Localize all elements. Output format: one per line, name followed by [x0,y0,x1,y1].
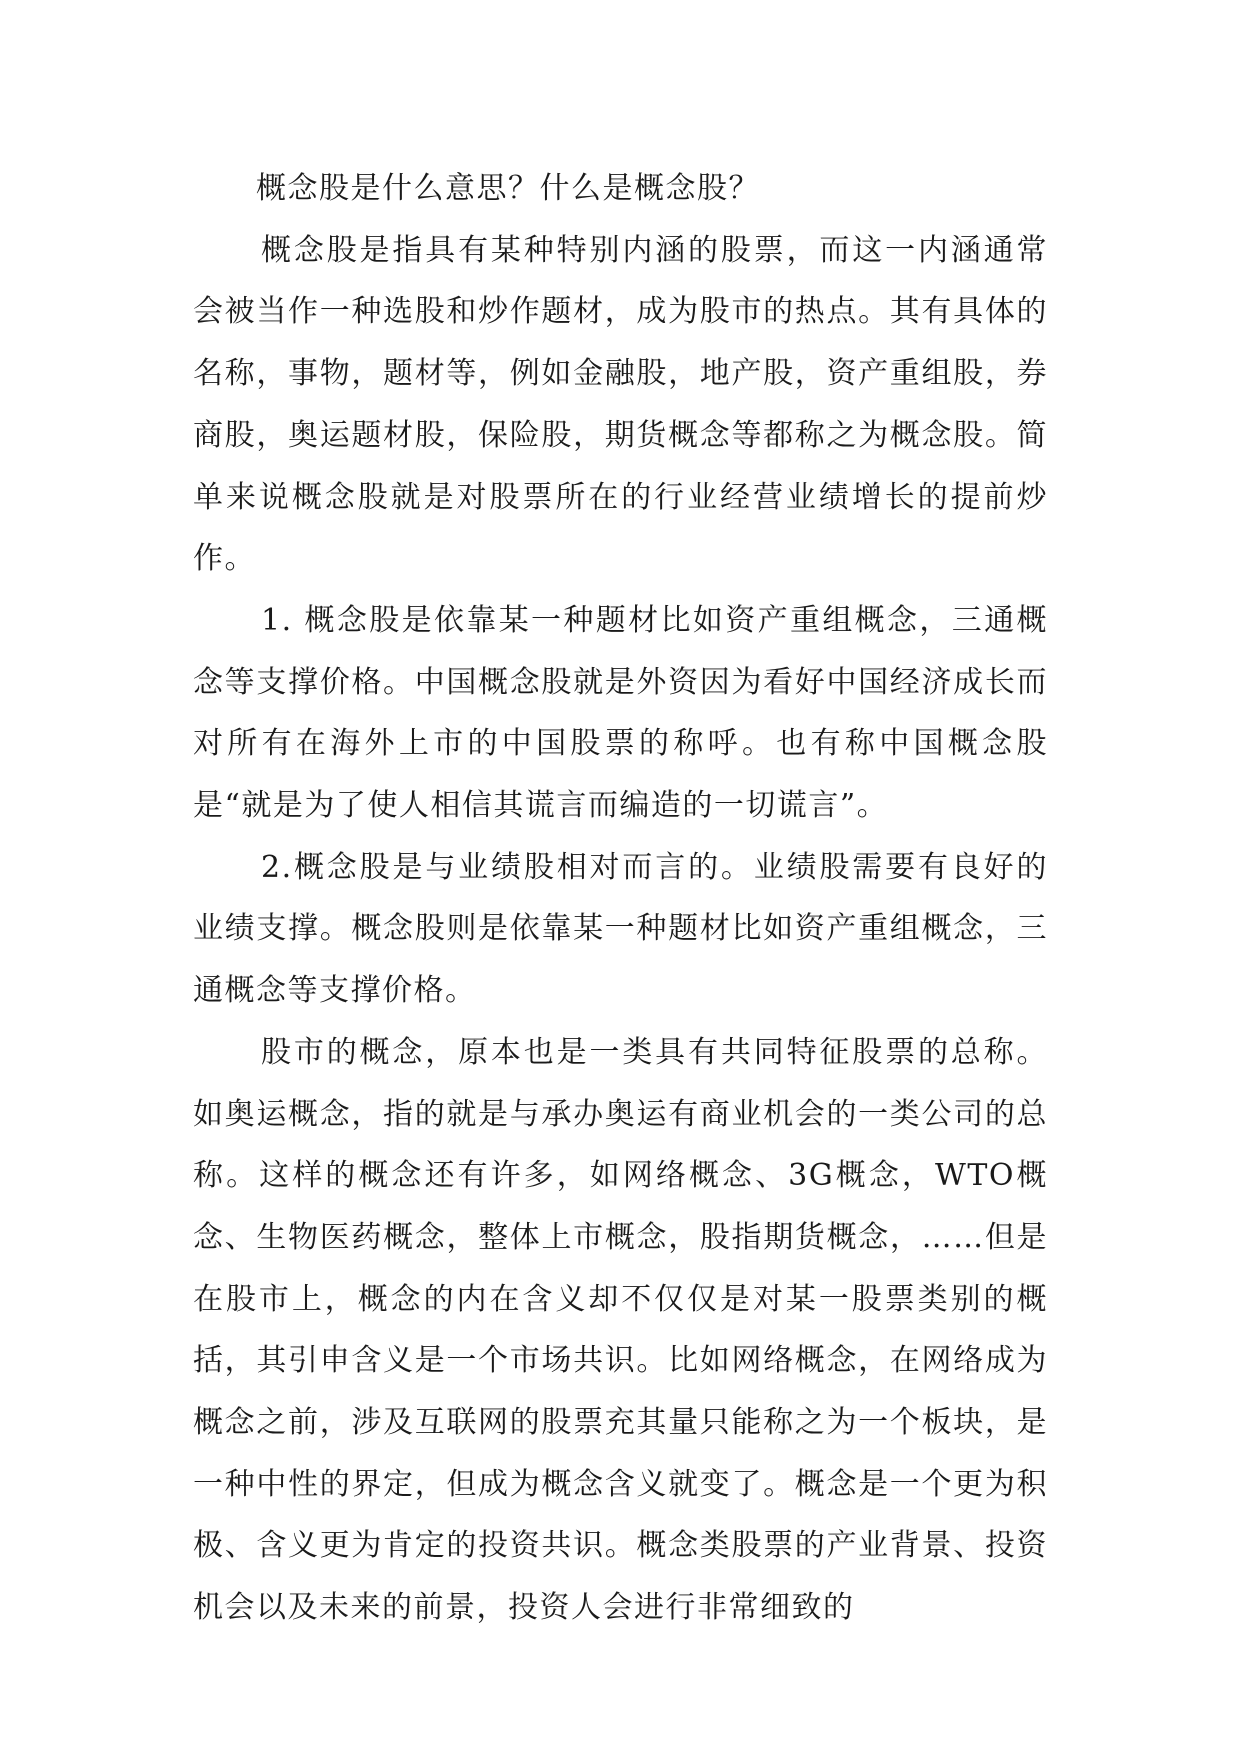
document-body [193,158,1048,1639]
paragraph-market-concept: 股市的概念，原本也是一类具有共同特征股票的总称。如奥运概念，指的就是与承办奥运有商业机会的一类公司的总称。这样的概念还有许多，如网络概念、3G概念，WTO概念、生物医药概念，整体上市概念，股指期货概念，……但是在股市上，概念的内在含义却不仅仅是对某一股票类别的概括，其引申含义是一个市场共识。比如网络概念，在网络成为概念之前，涉及互联网的股票充其量只能称之为一个板块，是一种中性的界定，但成为概念含义就变了。概念是一个更为积极、含义更为肯定的投资共识。概念类股票的产业背景、投资机会以及未来的前景，投资人会进行非常细致的 [193,1034,1048,1626]
paragraph-definition: 概念股是指具有某种特别内涵的股票，而这一内涵通常会被当作一种选股和炒作题材，成为股市的热点。其有具体的名称，事物，题材等，例如金融股，地产股，资产重组股，券商股，奥运题材股，保险股，期货概念等都称之为概念股。简单来说概念股就是对股票所在的行业经营业绩增长的提前炒作。 [193,232,1048,577]
paragraph-point-2: 2.概念股是与业绩股相对而言的。业绩股需要有良好的业绩支撑。概念股则是依靠某一种题材比如资产重组概念，三通概念等支撑价格。 [193,849,1048,1009]
document-title: 概念股是什么意思？什么是概念股？ [256,171,760,206]
paragraph-point-1: 1. 概念股是依靠某一种题材比如资产重组概念，三通概念等支撑价格。中国概念股就是外资因为看好中国经济成长而对所有在海外上市的中国股票的称呼。也有称中国概念股是“就是为了使人相信其谎言而编造的一切谎言”。 [193,602,1048,824]
